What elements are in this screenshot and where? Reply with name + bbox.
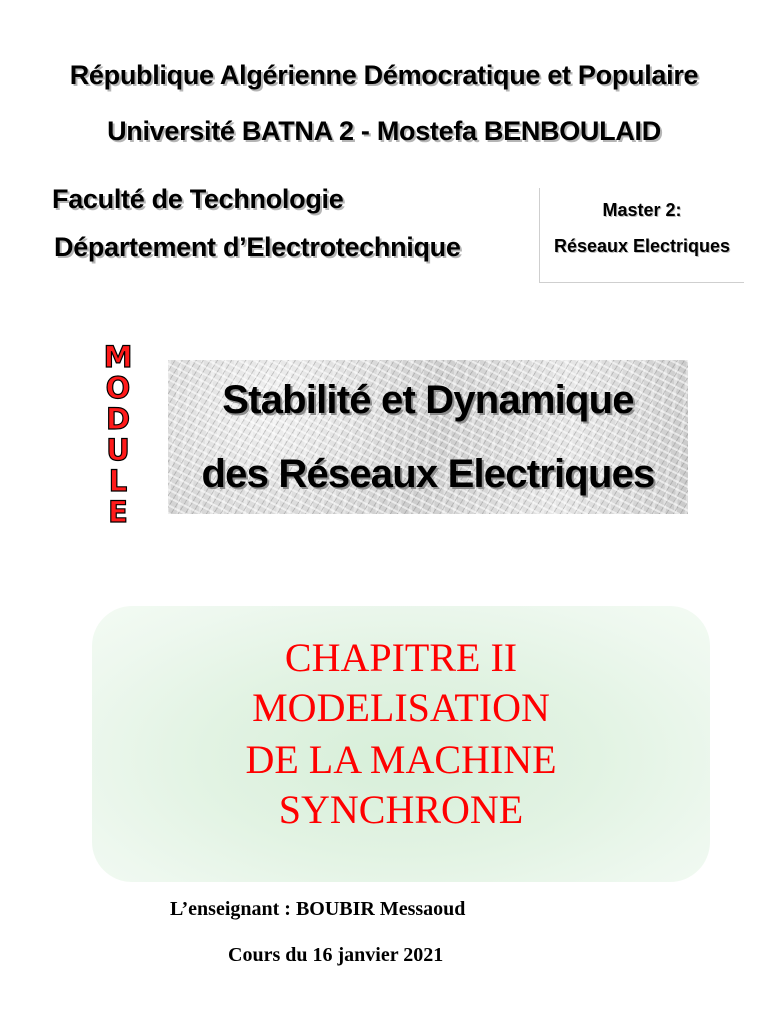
chapter-box — [92, 606, 710, 882]
module-letter: M — [103, 340, 133, 374]
course-date: Cours du 16 janvier 2021 — [228, 944, 444, 966]
chapter-number: CHAPITRE II — [284, 635, 518, 680]
program-box — [539, 188, 744, 283]
module-letter: E — [108, 495, 128, 529]
module-title-box — [168, 360, 688, 514]
chapter-title-line1: MODELISATION — [252, 685, 550, 730]
faculty-name: Faculté de Technologie — [52, 184, 344, 214]
chapter-title-line2: DE LA MACHINE — [245, 737, 557, 782]
department-name: Département d’Electrotechnique — [54, 232, 461, 262]
program-specialty: Réseaux Electriques — [553, 236, 731, 256]
module-letter: O — [105, 371, 131, 405]
module-title-line1: Stabilité et Dynamique — [222, 378, 634, 422]
country-title: République Algérienne Démocratique et Populaire — [69, 60, 699, 90]
module-letter: D — [105, 402, 131, 436]
program-level: Master 2: — [602, 200, 682, 220]
module-letter: L — [108, 464, 128, 498]
teacher-name: L’enseignant : BOUBIR Messaoud — [170, 898, 466, 920]
chapter-title-line3: SYNCHRONE — [278, 787, 524, 832]
module-vertical-label — [98, 342, 138, 528]
university-title: Université BATNA 2 - Mostefa BENBOULAID — [107, 116, 661, 146]
module-title-line2: des Réseaux Electriques — [201, 452, 655, 496]
module-letter: U — [106, 433, 130, 467]
